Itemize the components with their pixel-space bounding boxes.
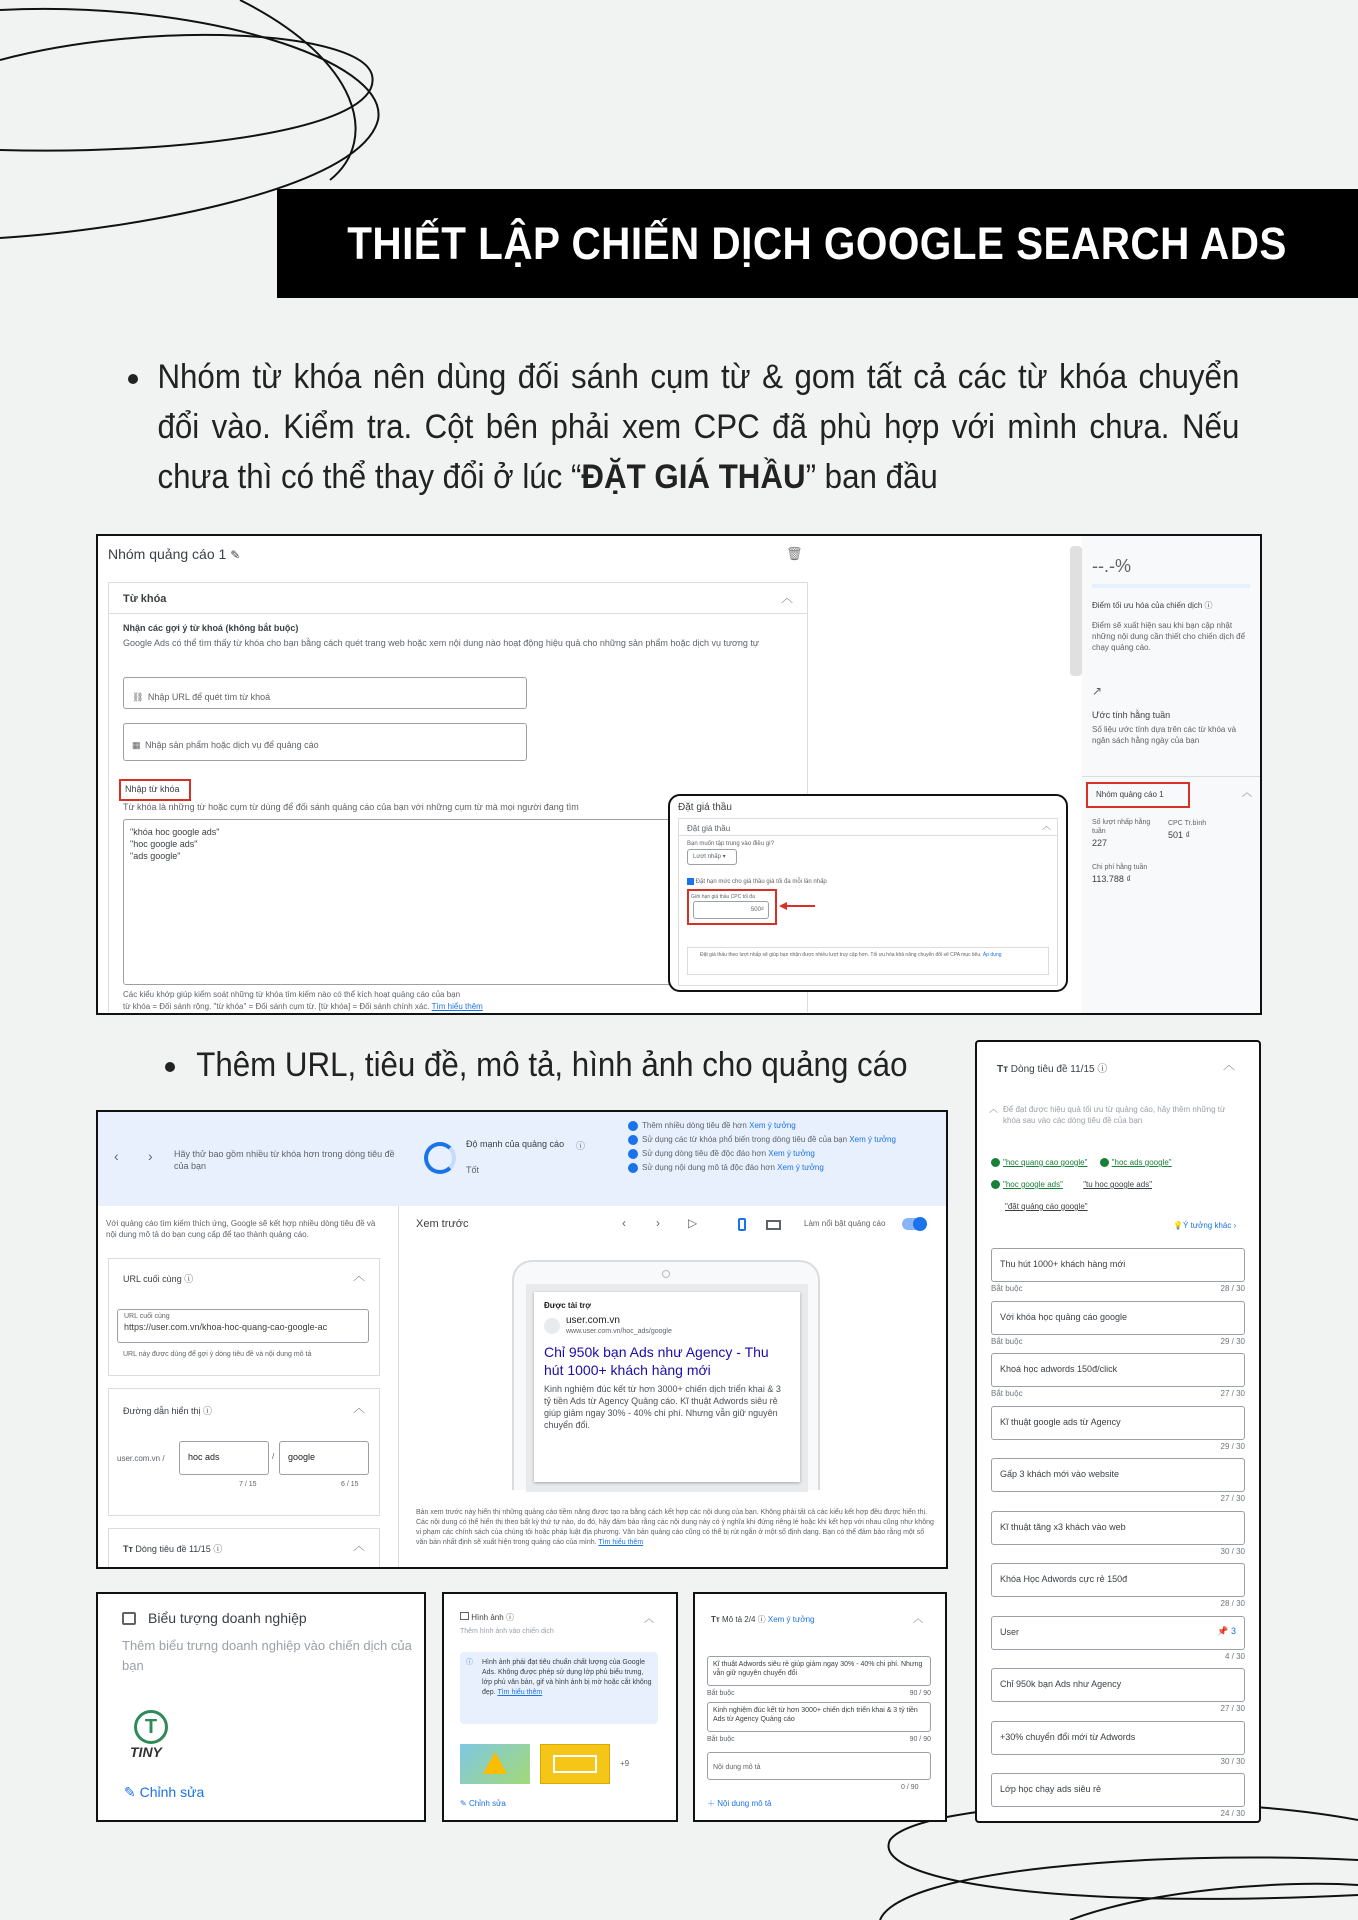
product-placeholder: Nhập sản phẩm hoặc dịch vụ để quảng cáo [144, 740, 319, 750]
chevron-up-icon[interactable]: ︿ [1041, 821, 1051, 831]
match-type-help: Các kiểu khớp giúp kiểm soát những từ khóa tìm kiếm nào có thể kích hoạt quảng cáo của bạn [123, 990, 461, 999]
ad-headline[interactable]: Chỉ 950k bạn Ads như Agency - Thu hút 1000+ khách hàng mới [544, 1344, 769, 1378]
help-icon[interactable]: ⓘ [576, 1141, 586, 1151]
pencil-icon: ✎ [460, 1799, 467, 1808]
page-title: THIẾT LẬP CHIẾN DỊCH GOOGLE SEARCH ADS [347, 217, 1288, 269]
headline-input[interactable] [991, 1668, 1245, 1702]
char-count: 0 / 90 [901, 1784, 919, 1791]
headline-meta [991, 1494, 1245, 1503]
optimization-score: --.-% [1092, 556, 1131, 576]
chevron-up-icon[interactable]: ︿ [1242, 788, 1252, 799]
keyword-line: "hoc google ads" [130, 839, 198, 849]
display-path-title: Đường dẫn hiển thị ⓘ [123, 1406, 213, 1416]
required-label: Bắt buộc [707, 1736, 735, 1743]
play-icon[interactable]: ▷ [688, 1216, 698, 1230]
descriptions-title: Tт Mô tả 2/4 ⓘ Xem ý tưởng [711, 1615, 815, 1624]
edit-images-button[interactable]: ✎ Chỉnh sửa [460, 1799, 506, 1808]
keyword-line: "khóa hoc google ads" [130, 827, 220, 837]
optimization-score-desc: Điểm sẽ xuất hiện sau khi bạn cập nhật những nội dung cần thiết cho chiến dịch để chạy quảng cáo. [1092, 621, 1246, 652]
sponsored-label: Được tài trợ [544, 1301, 591, 1310]
bid-popup [668, 794, 1068, 992]
char-count: 28 / 30 [1220, 1599, 1245, 1608]
required-label: Bắt buộc [991, 1389, 1023, 1398]
preview-label: Xem trước [416, 1218, 469, 1230]
headline-text: User [1000, 1626, 1020, 1637]
final-url-title: URL cuối cùng ⓘ [123, 1274, 194, 1284]
optimization-score-title: Điểm tối ưu hóa của chiến dịch ⓘ [1092, 601, 1213, 610]
char-count: 90 / 90 [909, 1736, 931, 1743]
checkbox-checked-icon [687, 878, 694, 885]
avg-cpc-value: 501 ₫ [1168, 830, 1191, 840]
headlines-card [108, 1528, 380, 1568]
help-icon[interactable]: ⓘ [184, 1274, 194, 1284]
bullet-keywords [128, 352, 1240, 502]
tip-item: Sử dụng dòng tiêu đề độc đáo hơn Xem ý tưởng [628, 1148, 928, 1159]
enter-keywords-desc: Từ khóa là những từ hoặc cụm từ dùng để đối sánh quảng cáo của bạn với những cụm từ mà mọi người đang tìm [123, 802, 579, 812]
ad-description: Kinh nghiệm đúc kết từ hơn 3000+ chiến dịch triển khai & 3 tỷ tiền Ads từ Agency Quảng cáo. Kĩ thuật Adwords siêu rẻ giúp giảm ngay 30% - 40% chi phí. Nhưng vẫn giữ nguyên chuyển đổi. [544, 1384, 781, 1430]
final-url-label: URL cuối cùng [124, 1313, 170, 1320]
match-type-legend: từ khóa = Đối sánh rộng. "từ khóa" = Đối sánh cụm từ. [từ khóa] = Đối sánh chính xác. [123, 1002, 430, 1011]
headline-text: Kĩ thuật google ads từ Agency [1000, 1416, 1121, 1427]
more-images-count: +9 [620, 1759, 630, 1768]
product-input[interactable] [123, 723, 527, 761]
char-count: 90 / 90 [909, 1690, 931, 1697]
bid-card [678, 818, 1058, 986]
check-circle-icon [628, 1163, 638, 1173]
headline-meta [991, 1389, 1245, 1398]
chevron-up-icon[interactable]: ︿ [352, 1269, 365, 1283]
chevron-left-icon[interactable]: ‹ [114, 1148, 119, 1164]
enter-keywords-label: Nhập từ khóa [119, 779, 191, 801]
image-thumbnail[interactable] [540, 1744, 610, 1784]
tip-item: Sử dụng nội dung mô tả độc đáo hơn Xem ý tưởng [628, 1162, 928, 1173]
avg-cpc-label: CPC Tr.bình [1168, 820, 1207, 827]
bullet-bold: ĐẶT GIÁ THẦU [581, 458, 806, 496]
headline-input[interactable] [991, 1458, 1245, 1492]
ad-preview-card [534, 1292, 800, 1482]
final-url-card [108, 1258, 380, 1376]
char-count: 27 / 30 [1220, 1704, 1245, 1713]
google-ads-logo-icon [483, 1752, 507, 1774]
images-screenshot [442, 1592, 678, 1822]
headline-input[interactable] [991, 1563, 1245, 1597]
scrollbar[interactable] [1070, 546, 1082, 676]
path1-count: 7 / 15 [239, 1481, 257, 1488]
description-input[interactable]: Kinh nghiệm đúc kết từ hơn 3000+ chiến dịch triển khai & 3 tỷ tiền Ads từ Agency Quảng cáo [707, 1702, 931, 1732]
pencil-icon: ✎ [124, 1784, 136, 1800]
bid-focus-question: Bạn muốn tập trung vào điều gì? [687, 841, 775, 847]
headlines-panel-title: Tт Dòng tiêu đề 11/15 ⓘ [997, 1064, 1108, 1075]
highlight-ad-label: Làm nổi bật quảng cáo [804, 1219, 886, 1228]
keyword-chip[interactable]: "hoc google ads" [991, 1180, 1063, 1189]
tip-item: Thêm nhiều dòng tiêu đề hơn Xem ý tưởng [628, 1120, 928, 1131]
check-circle-icon [1100, 1158, 1109, 1167]
image-policy-info: ⓘ Hình ảnh phải đạt tiêu chuẩn chất lượng của Google Ads. Không được phép sử dụng lớp phủ biểu trưng, lớp phủ văn bản, gif và hình ảnh bị mờ hoặc cắt không đẹp. Tìm hiểu thêm [460, 1652, 658, 1724]
plus-icon: ＋ [707, 1799, 715, 1808]
chevron-left-icon[interactable]: ‹ [622, 1216, 626, 1230]
view-ideas-link[interactable]: Xem ý tưởng [849, 1135, 896, 1144]
bid-focus-select[interactable]: Lượt nhấp ▾ [687, 849, 737, 865]
headline-meta [991, 1652, 1245, 1661]
keyword-hint: Hãy thử bao gồm nhiều từ khóa hơn trong dòng tiêu đề của bạn [174, 1149, 395, 1171]
bid-popup-title: Đặt giá thầu [678, 802, 732, 813]
headline-text: Kĩ thuật tăng x3 khách vào web [1000, 1521, 1126, 1532]
side-ad-group-label: Nhóm quảng cáo 1 [1086, 782, 1190, 808]
bullet-ad-assets [165, 1040, 972, 1090]
ad-domain: user.com.vn [566, 1315, 620, 1326]
headlines-screenshot [975, 1040, 1261, 1823]
headline-input[interactable] [991, 1616, 1245, 1650]
image-icon [122, 1612, 136, 1625]
char-count: 30 / 30 [1220, 1756, 1245, 1766]
trend-icon: ↗ [1092, 684, 1103, 698]
campaign-side-panel [1082, 536, 1260, 1015]
link-icon: ⛓ [132, 692, 144, 702]
keyword-chip[interactable]: "hoc quang cao google" [991, 1158, 1087, 1167]
more-ideas-link[interactable]: 💡Ý tưởng khác › [1173, 1221, 1237, 1230]
bullet-text: Thêm URL, tiêu đề, mô tả, hình ảnh cho quảng cáo [196, 1046, 908, 1084]
headlines-title: Tт Dòng tiêu đề 11/15 ⓘ [123, 1544, 223, 1554]
description-input-empty[interactable]: Nội dung mô tả [707, 1752, 931, 1780]
display-path-card: Đường dẫn hiển thị ⓘ ︿ user.com.vn / hoc ads / google 7 / 15 6 / 15 [108, 1388, 380, 1516]
char-count: 29 / 30 [1220, 1441, 1245, 1451]
learn-more-link[interactable]: Tìm hiểu thêm [431, 1002, 483, 1011]
tip-item: Sử dụng các từ khóa phổ biến trong dòng tiêu đề của bạn Xem ý tưởng [628, 1134, 928, 1145]
add-description-button[interactable]: ＋ Nội dung mô tả [707, 1799, 772, 1808]
apply-link[interactable]: Áp dụng [982, 952, 1002, 958]
max-cpc-label: Giới hạn giá thầu CPC tối đa [691, 894, 755, 900]
bid-focus-value: Lượt nhấp [693, 854, 721, 860]
required-label: Bắt buộc [991, 1336, 1023, 1346]
headline-text: Với khóa học quảng cáo google [1000, 1311, 1127, 1322]
chevron-right-icon: › [1233, 1221, 1237, 1230]
final-url-help: URL này được dùng để gợi ý dòng tiêu đề và nội dung mô tả [123, 1351, 312, 1358]
weekly-estimate-desc: Số liệu ước tính dựa trên các từ khóa và ngân sách hằng ngày của bạn [1092, 725, 1237, 745]
headline-meta [991, 1337, 1245, 1346]
url-scan-placeholder: Nhập URL để quét tìm từ khoá [147, 692, 271, 702]
ad-editor-screenshot [96, 1110, 948, 1569]
ad-strength-value: Tốt [466, 1165, 480, 1175]
help-icon[interactable]: ⓘ [505, 1613, 514, 1622]
business-logo-screenshot [96, 1592, 426, 1822]
display-domain: user.com.vn / [117, 1454, 165, 1463]
char-count: 27 / 30 [1220, 1389, 1245, 1398]
keyword-chip[interactable]: "tu hoc google ads" [1083, 1180, 1153, 1189]
bullet-text-end: ” ban đầu [805, 458, 938, 496]
images-title: Hình ảnh ⓘ [460, 1612, 514, 1623]
page-title-banner [277, 189, 1358, 298]
keyword-chip[interactable]: "hoc ads google" [1100, 1158, 1172, 1167]
view-ideas-link[interactable]: Xem ý tưởng [749, 1121, 796, 1130]
chevron-up-icon[interactable]: ︿ [352, 1401, 365, 1415]
responsive-ad-desc: Với quảng cáo tìm kiếm thích ứng, Google sẽ kết hợp nhiều dòng tiêu đề và nội dung mô tả do bạn cung cấp để tạo thành quảng cáo. [106, 1219, 376, 1239]
headline-input[interactable] [991, 1301, 1245, 1335]
char-count: 30 / 30 [1220, 1546, 1245, 1556]
max-cpc-field-highlight [687, 889, 777, 925]
images-desc: Thêm hình ảnh vào chiến dịch [460, 1628, 554, 1635]
text-icon: Tт [123, 1544, 133, 1554]
view-ideas-link[interactable]: Xem ý tưởng [767, 1615, 815, 1624]
bid-recommendation-text: Đặt giá thầu theo lượt nhấp sẽ giúp bạn nhận được nhiều lượt truy cập hơn. Tối ưu hóa khả năng chuyển đổi sẽ CPA mục tiêu. [700, 952, 982, 958]
delete-icon[interactable]: 🗑 [786, 546, 803, 561]
learn-more-link[interactable]: Tìm hiểu thêm [598, 1539, 644, 1546]
preview-note: Bản xem trước này hiển thị những quảng cáo tiềm năng được tạo ra bằng cách kết hợp các nội dung của bạn. Không phải tất cả các kiểu kết hợp đều được hiển thị. Các nội dung có thể hiển thị theo bất kỳ thứ tự nào, do đó, hãy đảm bảo rằng các nội dung này có ý nghĩa khi đứng riêng lẻ hoặc khi kết hợp với nhau cũng như không vi phạm các chính sách của chúng tôi hoặc pháp luật địa phương. Văn bản quảng cáo cũng có thể bị rút ngắn ở một số định dạng. Bạn có thể đảm bảo rằng một số văn bản nhất định sẽ xuất hiện trong quảng cáo của mình. Tìm hiểu thêm [416, 1509, 934, 1546]
headline-text: Chỉ 950k bạn Ads như Agency [1000, 1679, 1122, 1689]
bid-recommendation [687, 947, 1049, 975]
chevron-up-icon[interactable]: ︿ [1223, 1058, 1236, 1072]
check-circle-icon [628, 1149, 638, 1159]
char-count: 28 / 30 [1220, 1284, 1245, 1293]
check-circle-icon [628, 1135, 638, 1145]
headline-meta [991, 1442, 1245, 1451]
view-ideas-link[interactable]: Xem ý tưởng [768, 1149, 815, 1158]
headline-input[interactable] [991, 1406, 1245, 1440]
path2-count: 6 / 15 [341, 1481, 359, 1488]
weekly-cost-label: Chi phí hằng tuần [1092, 864, 1148, 871]
chevron-right-icon[interactable]: › [656, 1216, 660, 1230]
headline-meta [991, 1547, 1245, 1556]
tiny-logo-icon: T [134, 1710, 168, 1744]
site-favicon-icon [544, 1318, 560, 1334]
suggest-description: Google Ads có thể tìm thấy từ khóa cho bạn bằng cách quét trang web hoặc xem nội dung nào hoạt động hiệu quả cho những sản phẩm hoặc dịch vụ tương tự [123, 638, 759, 648]
edit-pencil-icon[interactable]: ✎ [230, 548, 241, 562]
pin-position: 3 [1230, 1625, 1236, 1636]
ad-group-title: Nhóm quảng cáo 1 [108, 546, 227, 562]
keyword-chips [991, 1152, 1251, 1218]
help-icon[interactable]: ⓘ [1204, 601, 1213, 610]
final-url-input[interactable] [117, 1309, 369, 1343]
business-logo-desc: Thêm biểu trưng doanh nghiệp vào chiến dịch của bạn [122, 1638, 412, 1673]
headline-input[interactable] [991, 1353, 1245, 1387]
weekly-cost-value: 113.788 ₫ [1092, 874, 1131, 884]
help-icon[interactable]: ⓘ [203, 1406, 213, 1416]
bid-limit-label: Đặt hạn mức cho giá thầu giá tối đa mỗi lần nhấp [695, 879, 827, 885]
description-input[interactable]: Kĩ thuật Adwords siêu rẻ giúp giảm ngay 30% - 40% chi phí. Nhưng vẫn giữ nguyên chuyển đổi [707, 1656, 931, 1686]
char-count: 24 / 30 [1220, 1809, 1245, 1818]
required-label: Bắt buộc [707, 1690, 735, 1697]
help-icon[interactable]: ⓘ [757, 1615, 766, 1624]
view-ideas-link[interactable]: Xem ý tưởng [777, 1163, 824, 1172]
store-icon: ▦ [132, 740, 141, 750]
char-count: 27 / 30 [1220, 1494, 1245, 1503]
headline-meta [991, 1809, 1245, 1818]
headline-text: Khóa Học Adwords cực rẻ 150đ [1000, 1574, 1128, 1584]
headline-input[interactable] [991, 1721, 1245, 1755]
headline-text: +30% chuyển đổi mới từ Adwords [1000, 1731, 1136, 1742]
headline-text: Gấp 3 khách mới vào website [1000, 1469, 1119, 1479]
headline-input[interactable] [991, 1511, 1245, 1545]
pin-icon[interactable]: 📌 3 [1217, 1625, 1236, 1636]
check-circle-icon [628, 1121, 638, 1131]
headline-input[interactable] [991, 1773, 1245, 1807]
headline-meta [991, 1284, 1245, 1293]
keywords-screenshot [96, 534, 1262, 1015]
check-circle-icon [991, 1180, 1000, 1189]
keywords-textarea[interactable] [123, 819, 723, 985]
ad-strength-tips [628, 1120, 928, 1173]
business-logo-title: Biểu tượng doanh nghiệp [148, 1610, 307, 1626]
image-thumbnail[interactable] [460, 1744, 530, 1784]
keywords-section-title: Từ khóa [123, 593, 167, 605]
ad-display-url: www.user.com.vn/hoc_ads/google [566, 1328, 672, 1335]
path1-input[interactable]: hoc ads [179, 1441, 269, 1475]
mobile-preview-icon[interactable] [738, 1218, 746, 1231]
chevron-up-icon[interactable]: ︿ [989, 1104, 999, 1114]
char-count: 29 / 30 [1220, 1336, 1245, 1346]
weekly-estimate-title: Ước tính hằng tuần [1092, 710, 1171, 720]
headline-text: Lớp học chạy ads siêu rẻ [1000, 1784, 1101, 1794]
bullet-text: Nhóm từ khóa nên dùng đối sánh cụm từ & gom tất cả các từ khóa chuyển đổi vào. Kiểm tra. Cột bên phải xem CPC đã phù hợp với mình chưa. Nếu chưa thì có thể thay đổi ở lúc “ [157, 358, 1240, 496]
edit-logo-button[interactable]: ✎ Chỉnh sửa [124, 1784, 205, 1800]
headline-meta [991, 1757, 1245, 1766]
headlines-keyword-hint: Để đạt được hiệu quả tối ưu từ quảng cáo, hãy thêm những từ khóa sau vào các dòng tiêu đề của bạn [1003, 1105, 1226, 1125]
weekly-clicks-label: Số lượt nhấp hằng tuần [1092, 819, 1151, 835]
check-circle-icon [991, 1158, 1000, 1167]
bid-limit-checkbox[interactable] [687, 877, 827, 888]
url-scan-input[interactable] [123, 677, 527, 709]
max-cpc-input[interactable]: 500₫ [693, 901, 769, 919]
desktop-preview-icon[interactable] [766, 1220, 781, 1230]
headline-text: Khoá học adwords 150đ/click [1000, 1364, 1118, 1374]
path2-input[interactable]: google [279, 1441, 369, 1475]
help-icon[interactable]: ⓘ [213, 1544, 223, 1554]
chevron-right-icon[interactable]: › [148, 1148, 153, 1164]
keyword-line: "ads google" [130, 851, 181, 861]
arrow-left-icon [779, 901, 819, 911]
ad-strength-ring [424, 1142, 456, 1174]
headline-meta [991, 1599, 1245, 1608]
chevron-up-icon[interactable]: ︿ [644, 1614, 654, 1625]
chevron-up-icon[interactable]: ︿ [913, 1614, 923, 1625]
ad-strength-label: Độ mạnh của quảng cáo [466, 1139, 565, 1149]
headline-text: Thu hút 1000+ khách hàng mới [1000, 1259, 1126, 1269]
headline-meta [991, 1704, 1245, 1713]
ad-strength-header [98, 1112, 948, 1206]
info-icon: ⓘ [466, 1659, 473, 1666]
bid-card-title: Đặt giá thầu [687, 824, 731, 833]
chevron-up-icon[interactable]: ︿ [352, 1539, 365, 1553]
headline-input[interactable] [991, 1248, 1245, 1282]
keyword-chip[interactable]: "đặt quảng cáo google" [1005, 1202, 1088, 1211]
required-label: Bắt buộc [991, 1284, 1023, 1293]
final-url-value: https://user.com.vn/khoa-hoc-quang-cao-google-ac [124, 1322, 328, 1332]
char-count: 4 / 30 [1224, 1651, 1245, 1661]
learn-more-link[interactable]: Tìm hiểu thêm [497, 1689, 543, 1696]
phone-mockup [512, 1260, 820, 1490]
weekly-clicks-value: 227 [1092, 838, 1108, 848]
suggest-title: Nhận các gợi ý từ khoá (không bắt buộc) [123, 623, 299, 633]
lightbulb-icon: 💡 [1173, 1221, 1183, 1230]
descriptions-screenshot [693, 1592, 947, 1822]
help-icon[interactable]: ⓘ [1097, 1064, 1108, 1075]
chevron-up-icon[interactable]: ︿ [780, 591, 793, 605]
text-icon: Tт [997, 1064, 1009, 1075]
tiny-logo-text: TINY [130, 1744, 162, 1760]
highlight-toggle[interactable] [902, 1218, 926, 1230]
text-icon: Tт [711, 1615, 720, 1624]
image-icon [460, 1612, 469, 1620]
